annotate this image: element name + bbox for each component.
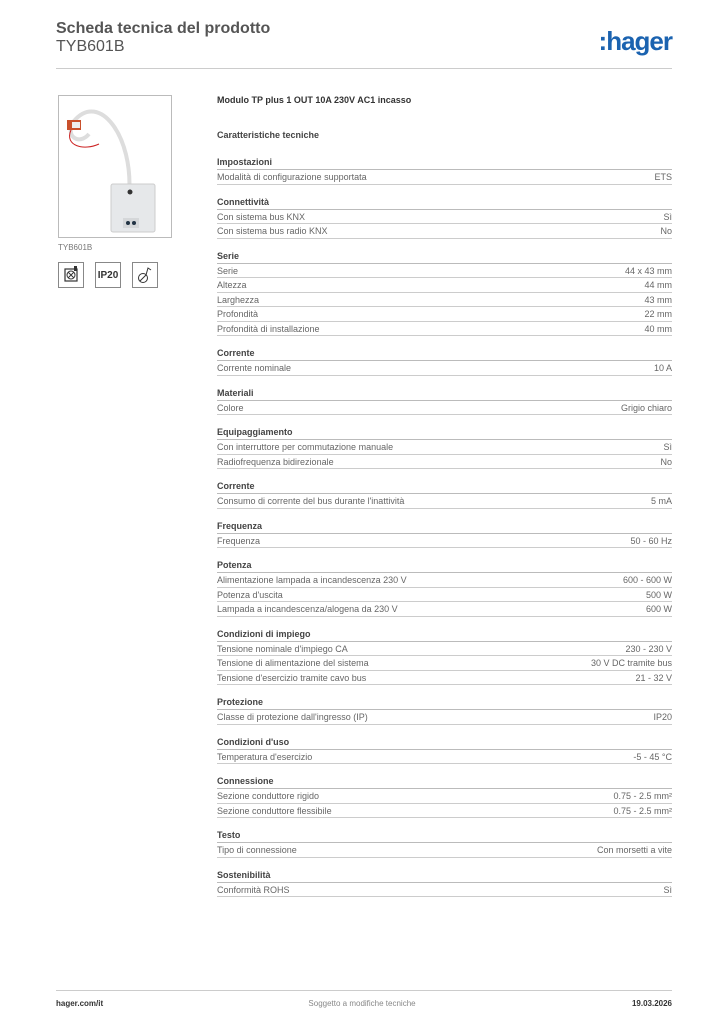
spec-row [217,264,672,279]
spec-value: ETS [654,172,672,182]
spec-section [217,346,672,376]
footer-note: Soggetto a modifiche tecniche [308,999,416,1008]
spec-section-title: Sostenibilità [217,868,672,883]
spec-section [217,479,672,509]
spec-section [217,155,672,185]
spec-label: Potenza d'uscita [217,589,283,600]
spec-row [217,440,672,455]
spec-section [217,627,672,686]
spec-section-title: Corrente [217,479,672,494]
spec-value: 43 mm [644,294,672,305]
spec-row [217,843,672,858]
spec-label: Lampada a incandescenza/alogena da 230 V [217,604,398,614]
spec-section [217,868,672,898]
spec-value: 0.75 - 2.5 mm² [613,791,672,801]
spec-value: IP20 [653,712,672,722]
spec-section [217,519,672,549]
spec-row [217,534,672,549]
spec-value: 44 mm [644,280,672,290]
spec-label: Radiofrequenza bidirezionale [217,456,334,467]
spec-label: Alimentazione lampada a incandescenza 230 V [217,575,407,585]
section-heading: Caratteristiche tecniche [217,130,320,140]
spec-row [217,671,672,686]
image-caption: TYB601B [58,243,93,252]
spec-label: Frequenza [217,535,261,546]
spec-label: Profondità [217,309,259,319]
spec-value: 21 - 32 V [635,672,672,683]
screw-terminal-icon [132,262,158,288]
spec-label: Sezione conduttore flessibile [217,805,332,816]
spec-section [217,386,672,416]
spec-row [217,278,672,293]
spec-label: Con sistema bus radio KNX [217,226,328,236]
certification-icons [58,262,158,288]
spec-value: Sì [663,211,672,222]
page-title: Scheda tecnica del prodotto [56,20,271,37]
spec-label: Tipo di connessione [217,845,297,855]
spec-section-title: Connessione [217,774,672,789]
spec-row [217,588,672,603]
spec-label: Temperatura d'esercizio [217,751,313,762]
spec-section [217,774,672,818]
spec-row [217,789,672,804]
spec-row [217,361,672,376]
spec-value: Sì [663,884,672,895]
header-divider [56,68,672,69]
spec-section-title: Connettività [217,195,672,210]
product-name: Modulo TP plus 1 OUT 10A 230V AC1 incasso [217,95,412,105]
spec-section-title: Frequenza [217,519,672,534]
spec-row [217,883,672,898]
spec-section-title: Potenza [217,558,672,573]
spec-label: Larghezza [217,294,260,305]
product-code: TYB601B [56,38,125,55]
spec-section-title: Materiali [217,386,672,401]
spec-row [217,224,672,239]
spec-value: 44 x 43 mm [624,265,672,276]
footer-website[interactable]: hager.com/it [56,999,104,1008]
flush-mount-icon [58,262,84,288]
spec-section-title: Impostazioni [217,155,672,170]
spec-row [217,307,672,322]
spec-value: 40 mm [644,323,672,334]
spec-label: Consumo di corrente del bus durante l'inattività [217,496,405,506]
spec-value: No [660,226,672,236]
spec-label: Profondità di installazione [217,323,320,334]
spec-section-title: Condizioni di impiego [217,627,672,642]
spec-label: Serie [217,265,239,276]
spec-label: Con sistema bus KNX [217,211,306,222]
spec-row [217,210,672,225]
spec-row [217,573,672,588]
hager-logo: :hager [598,26,672,56]
spec-row [217,322,672,337]
spec-value: 50 - 60 Hz [630,535,672,546]
spec-label: Corrente nominale [217,363,292,373]
spec-value: Con morsetti a vite [596,845,672,855]
spec-label: Tensione d'esercizio tramite cavo bus [217,672,367,683]
spec-value: 10 A [653,363,672,373]
spec-section [217,828,672,858]
spec-value: 500 W [645,589,672,600]
spec-label: Sezione conduttore rigido [217,791,320,801]
spec-label: Tensione nominale d'impiego CA [217,643,348,654]
spec-value: 5 mA [650,496,672,506]
spec-value: 0.75 - 2.5 mm² [613,805,672,816]
spec-section-title: Condizioni d'uso [217,735,672,750]
spec-row [217,170,672,185]
spec-section [217,558,672,617]
spec-row [217,494,672,509]
spec-section [217,735,672,765]
spec-section-title: Equipaggiamento [217,425,672,440]
spec-row [217,710,672,725]
spec-row [217,642,672,657]
spec-section-title: Testo [217,828,672,843]
spec-label: Con interruttore per commutazione manuale [217,442,394,452]
spec-label: Tensione di alimentazione del sistema [217,658,369,668]
spec-label: Colore [217,402,244,413]
spec-label: Modalità di configurazione supportata [217,172,367,182]
spec-value: 30 V DC tramite bus [590,658,672,668]
spec-section-title: Protezione [217,695,672,710]
product-image [58,95,172,238]
spec-row [217,602,672,617]
spec-sections [217,155,672,897]
spec-row [217,656,672,671]
spec-section [217,695,672,725]
spec-value: 600 W [645,604,672,614]
spec-section [217,425,672,469]
spec-section [217,195,672,239]
spec-value: -5 - 45 °C [633,751,672,762]
spec-section-title: Serie [217,249,672,264]
spec-value: 600 - 600 W [622,575,672,585]
spec-row [217,804,672,819]
spec-sheet [217,95,672,897]
spec-value: 22 mm [644,309,672,319]
spec-row [217,401,672,416]
spec-value: 230 - 230 V [625,643,672,654]
spec-section [217,249,672,337]
spec-value: Sì [663,442,672,452]
spec-row [217,293,672,308]
ip20-badge: IP20 [95,262,121,288]
spec-label: Classe di protezione dall'ingresso (IP) [217,712,368,722]
spec-row [217,750,672,765]
spec-label: Conformità ROHS [217,884,290,895]
spec-value: Grigio chiaro [620,402,672,413]
spec-label: Altezza [217,280,247,290]
spec-row [217,455,672,470]
footer-divider [56,990,672,991]
footer-date: 19.03.2026 [631,999,672,1008]
spec-section-title: Corrente [217,346,672,361]
spec-value: No [660,456,672,467]
